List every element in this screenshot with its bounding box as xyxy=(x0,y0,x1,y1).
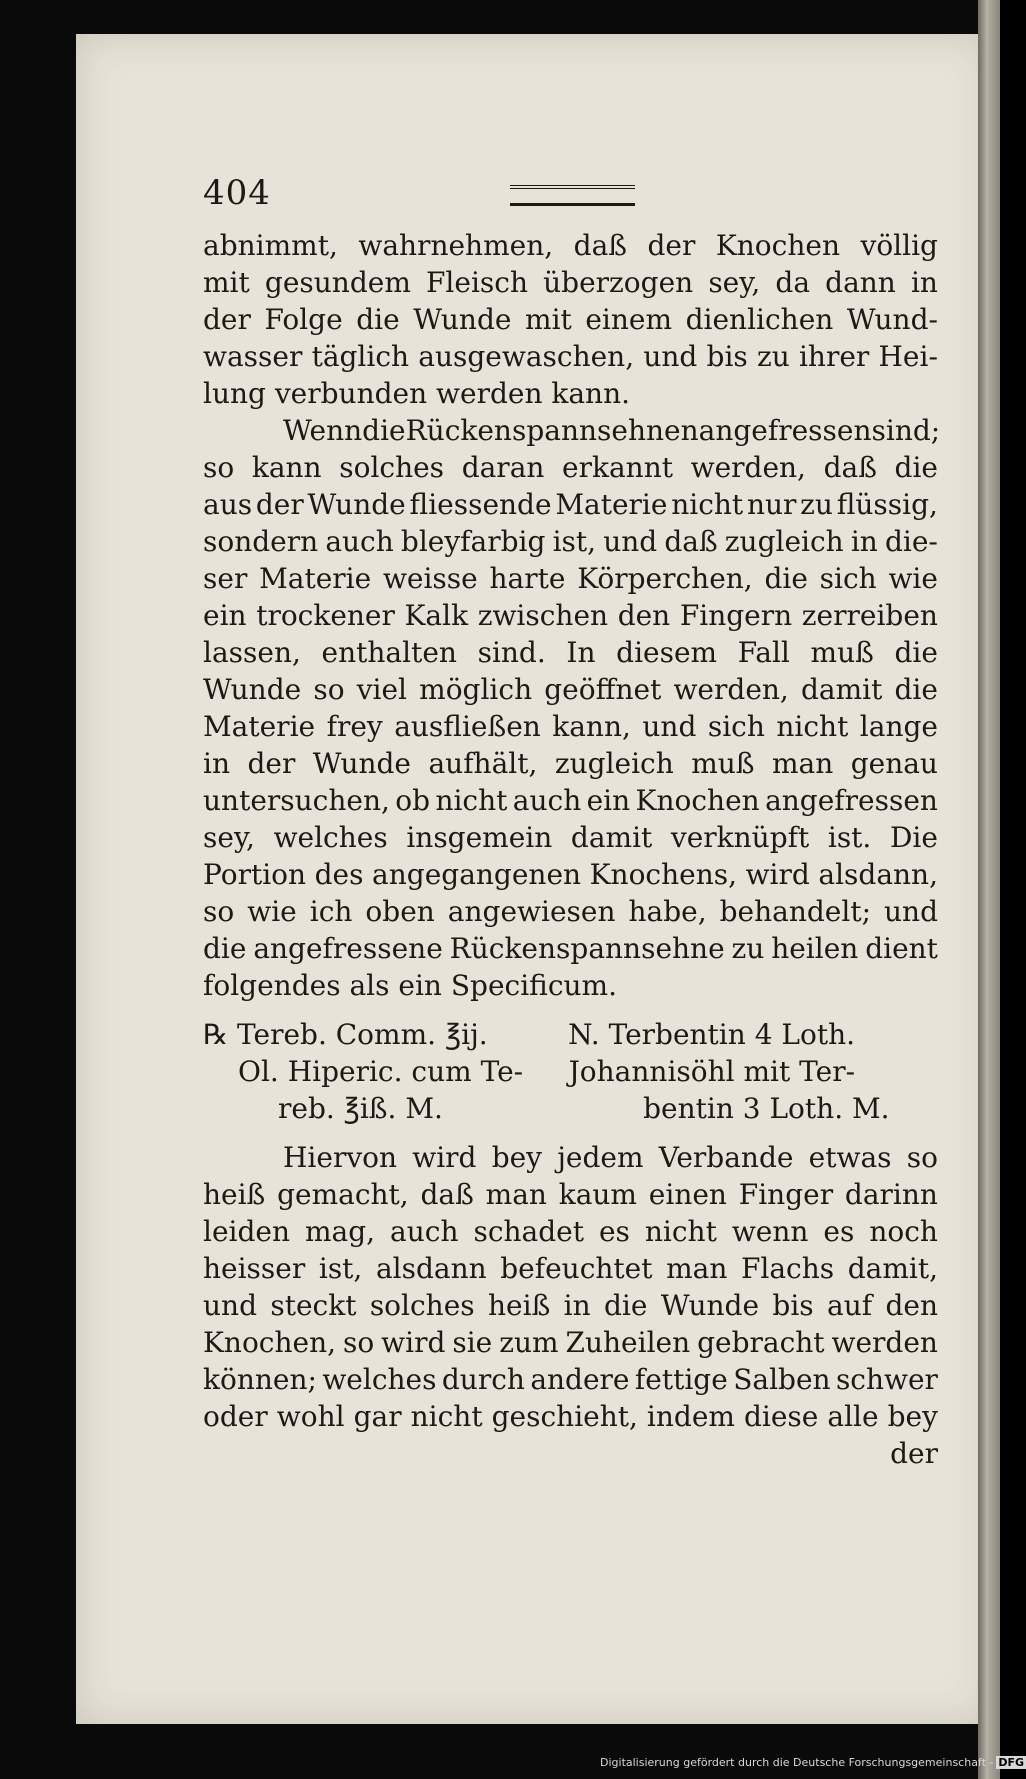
text-line: heisser ist, alsdann befeuchtet man Flachs damit, xyxy=(203,1252,938,1285)
text-line: sondern auch bleyfarbig ist, und daß zugleich in die- xyxy=(203,525,938,558)
digitization-footer xyxy=(600,1756,1025,1769)
recipe-latin: ℞ Tereb. Comm. ℥ij. xyxy=(203,1018,488,1051)
text-line: Materie frey ausfließen kann, und sich nicht lange xyxy=(203,710,938,743)
recipe-german: bentin 3 Loth. M. xyxy=(643,1092,890,1125)
page-edge xyxy=(978,0,1000,1779)
page-number: 404 xyxy=(203,173,271,213)
recipe-block xyxy=(203,1016,938,1127)
recipe-row xyxy=(203,1090,938,1127)
text-line: wasser täglich ausgewaschen, und bis zu ihrer Hei- xyxy=(203,340,938,373)
page-header xyxy=(128,165,938,227)
recipe-row xyxy=(203,1016,938,1053)
text-line: in der Wunde aufhält, zugleich muß man genau xyxy=(203,747,938,780)
recipe-latin: Ol. Hiperic. cum Te- xyxy=(238,1055,524,1088)
text-line: der Folge die Wunde mit einem dienlichen Wund- xyxy=(203,303,938,336)
text-line: sey, welches insgemein damit verknüpft ist. Die xyxy=(203,821,938,854)
header-rule xyxy=(510,185,635,206)
text-line: Hiervon wird bey jedem Verbande etwas so xyxy=(283,1141,938,1174)
paragraph-1 xyxy=(203,227,941,1004)
text-line: so wie ich oben angewiesen habe, behandelt; und xyxy=(203,895,938,928)
text-line: und steckt solches heiß in die Wunde bis auf den xyxy=(203,1289,938,1322)
text-line: können; welches durch andere fettige Salben schwer xyxy=(203,1363,938,1396)
paragraph-2 xyxy=(203,1139,938,1435)
recipe-row xyxy=(203,1053,938,1090)
page-body xyxy=(128,227,941,1472)
recipe-german: N. Terbentin 4 Loth. xyxy=(568,1018,856,1051)
text-line: folgendes als ein Specificum. xyxy=(203,969,617,1002)
text-line: heiß gemacht, daß man kaum einen Finger darinn xyxy=(203,1178,938,1211)
text-line: Wenn die Rückenspannsehnen angefressen sind; xyxy=(283,414,941,447)
text-line: leiden mag, auch schadet es nicht wenn es noch xyxy=(203,1215,938,1248)
catchword: der xyxy=(890,1437,938,1470)
text-line: Wunde so viel möglich geöffnet werden, damit die xyxy=(203,673,938,706)
text-line: ser Materie weisse harte Körperchen, die sich wie xyxy=(203,562,938,595)
text-line: ein trockener Kalk zwischen den Fingern zerreiben xyxy=(203,599,938,632)
text-line: die angefressene Rückenspannsehne zu heilen dient xyxy=(203,932,938,965)
text-line: mit gesundem Fleisch überzogen sey, da dann in xyxy=(203,266,938,299)
catchword-row xyxy=(203,1435,938,1472)
text-line: lassen, enthalten sind. In diesem Fall muß die xyxy=(203,636,938,669)
text-line: Knochen, so wird sie zum Zuheilen gebracht werden xyxy=(203,1326,938,1359)
text-line: so kann solches daran erkannt werden, daß die xyxy=(203,451,938,484)
text-line: lung verbunden werden kann. xyxy=(203,377,631,410)
text-line: untersuchen, ob nicht auch ein Knochen angefressen xyxy=(203,784,938,817)
dfg-logo: DFG xyxy=(998,1756,1025,1769)
text-line: oder wohl gar nicht geschieht, indem diese alle bey xyxy=(203,1400,938,1433)
text-line: aus der Wunde fliessende Materie nicht nur zu flüssig, xyxy=(203,488,938,521)
footer-text: Digitalisierung gefördert durch die Deutsche Forschungsgemeinschaft - xyxy=(600,1756,994,1769)
recipe-latin: reb. ℥iß. M. xyxy=(278,1092,443,1125)
recipe-german: Johannisöhl mit Ter- xyxy=(568,1055,856,1088)
text-line: abnimmt, wahrnehmen, daß der Knochen völlig xyxy=(203,229,938,262)
text-line: Portion des angegangenen Knochens, wird alsdann, xyxy=(203,858,938,891)
text-block xyxy=(128,165,941,1472)
